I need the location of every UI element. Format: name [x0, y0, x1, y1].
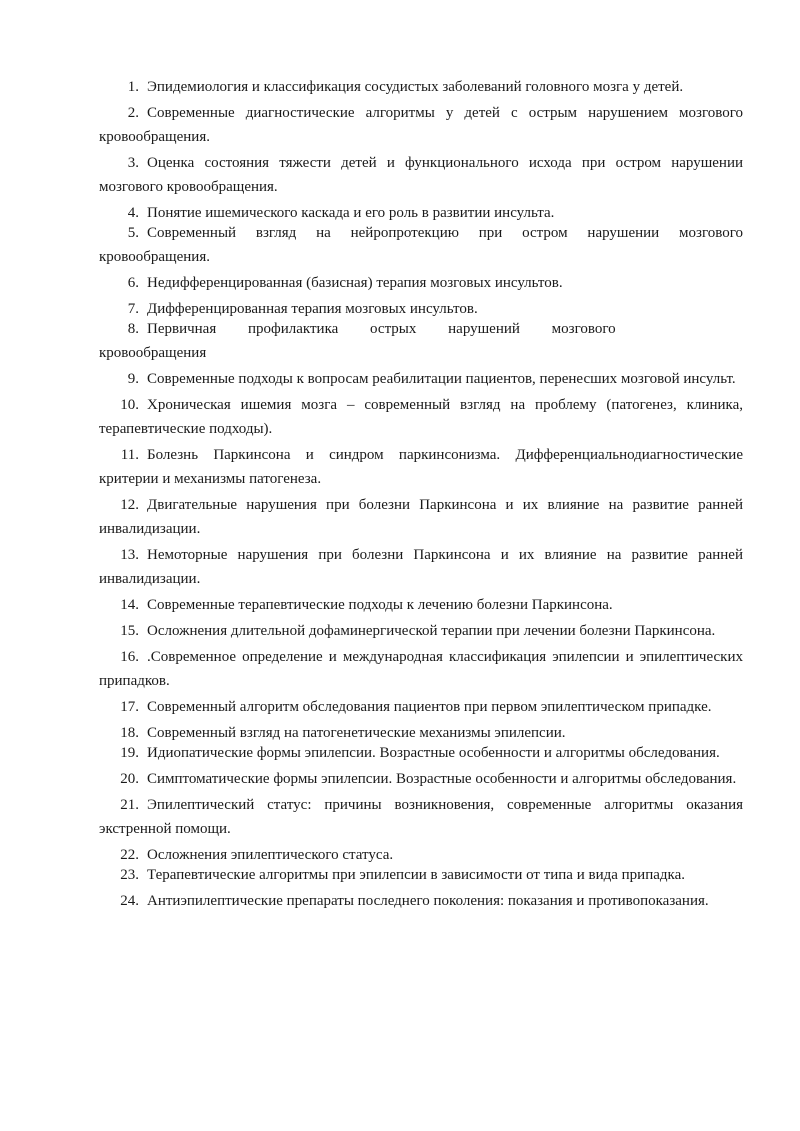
item-number: 6.	[127, 275, 139, 291]
item-text: Дифференцированная терапия мозговых инсультов.	[147, 301, 478, 317]
item-text: Симптоматические формы эпилепсии. Возрастные особенности и алгоритмы обследования.	[147, 771, 737, 787]
question-list	[99, 75, 743, 915]
item-number: 7.	[127, 301, 139, 317]
list-item	[99, 101, 743, 149]
item-number: 13.	[120, 547, 139, 563]
item-text: Терапевтические алгоритмы при эпилепсии в зависимости от типа и вида припадка.	[147, 867, 685, 883]
item-number: 3.	[127, 155, 139, 171]
item-text: Осложнения длительной дофаминергической терапии при лечении болезни Паркинсона.	[147, 623, 716, 639]
list-item	[99, 767, 743, 791]
list-item	[99, 367, 743, 391]
item-number: 21.	[120, 797, 139, 813]
list-item	[99, 593, 743, 617]
item-text: Современный алгоритм обследования пациентов при первом эпилептическом припадке.	[147, 699, 712, 715]
list-item	[99, 619, 743, 643]
item-number: 18.	[120, 725, 139, 741]
item-text: Идиопатические формы эпилепсии. Возрастные особенности и алгоритмы обследования.	[147, 745, 720, 761]
item-text: Современный взгляд на патогенетические механизмы эпилепсии.	[147, 725, 566, 741]
item-text: Осложнения эпилептического статуса.	[147, 847, 394, 863]
item-text: Современный взгляд на нейропротекцию при остром нарушении мозгового кровообращения.	[99, 225, 743, 265]
list-item	[99, 793, 743, 841]
item-text: Болезнь Паркинсона и синдром паркинсонизма. Дифференциальнодиагностические критерии и механизмы патогенеза.	[99, 447, 743, 487]
item-text: Современные диагностические алгоритмы у детей с острым нарушением мозгового кровообращения.	[99, 105, 743, 145]
item-number: 11.	[120, 447, 139, 463]
item-number: 17.	[120, 699, 139, 715]
list-item	[99, 543, 743, 591]
item-text: Современные подходы к вопросам реабилитации пациентов, перенесших мозговой инсульт.	[147, 371, 736, 387]
list-item	[99, 393, 743, 441]
item-text: Двигательные нарушения при болезни Паркинсона и их влияние на развитие ранней инвалидизации.	[99, 497, 743, 537]
list-item	[99, 317, 743, 365]
item-number: 8.	[127, 321, 139, 337]
list-item	[99, 863, 743, 887]
item-text: Эпилептический статус: причины возникновения, современные алгоритмы оказания экстренной помощи.	[99, 797, 743, 837]
item-number: 16.	[120, 649, 139, 665]
list-item	[99, 493, 743, 541]
item-text: Первичная профилактика острых нарушений мозгового кровообращения	[99, 321, 616, 361]
list-item	[99, 75, 743, 99]
item-text: .Современное определение и международная классификация эпилепсии и эпилептических припадков.	[99, 649, 743, 689]
item-text: Понятие ишемического каскада и его роль в развитии инсульта.	[147, 205, 555, 221]
item-text: Оценка состояния тяжести детей и функционального исхода при остром нарушении мозгового кровообращения.	[99, 155, 743, 195]
list-item	[99, 741, 743, 765]
item-number: 4.	[127, 205, 139, 221]
item-number: 19.	[120, 745, 139, 761]
item-text: Эпидемиология и классификация сосудистых заболеваний головного мозга у детей.	[147, 79, 684, 95]
item-text: Недифференцированная (базисная) терапия мозговых инсультов.	[147, 275, 563, 291]
list-item	[99, 695, 743, 719]
item-text: Антиэпилептические препараты последнего поколения: показания и противопоказания.	[147, 893, 709, 909]
item-number: 23.	[120, 867, 139, 883]
item-number: 15.	[120, 623, 139, 639]
item-text: Современные терапевтические подходы к лечению болезни Паркинсона.	[147, 597, 613, 613]
item-number: 20.	[120, 771, 139, 787]
item-text: Немоторные нарушения при болезни Паркинсона и их влияние на развитие ранней инвалидизации.	[99, 547, 743, 587]
item-number: 1.	[127, 79, 139, 95]
item-number: 5.	[127, 225, 139, 241]
item-number: 24.	[120, 893, 139, 909]
list-item	[99, 645, 743, 693]
item-text: Хроническая ишемия мозга – современный взгляд на проблему (патогенез, клиника, терапевтические подходы).	[99, 397, 743, 437]
list-item	[99, 221, 743, 269]
item-number: 22.	[120, 847, 139, 863]
list-item	[99, 889, 743, 913]
item-number: 9.	[127, 371, 139, 387]
item-number: 12.	[120, 497, 139, 513]
list-item	[99, 443, 743, 491]
list-item	[99, 271, 743, 295]
list-item	[99, 151, 743, 199]
item-number: 2.	[127, 105, 139, 121]
item-number: 14.	[120, 597, 139, 613]
item-number: 10.	[120, 397, 139, 413]
